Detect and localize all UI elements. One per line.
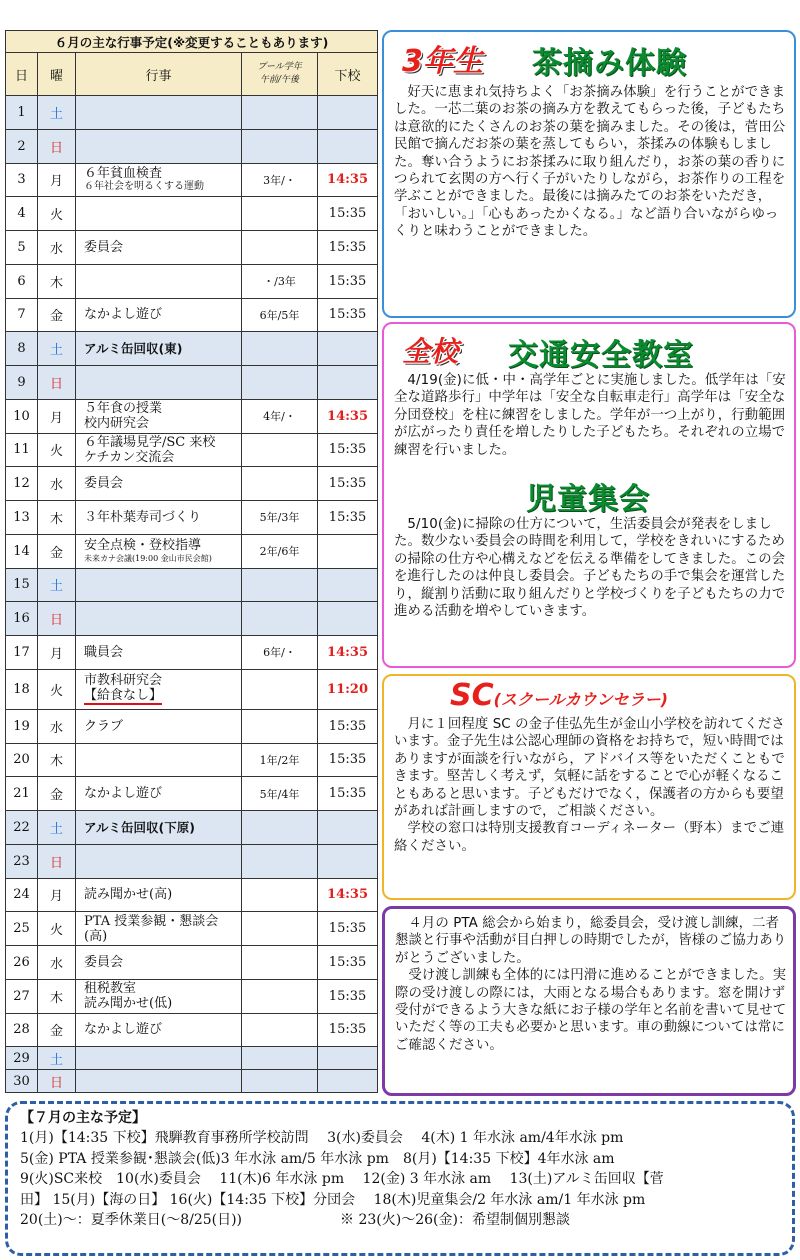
dismissal-cell: 15:35 [318, 777, 378, 811]
day-cell: 13 [6, 501, 38, 535]
dismissal-cell: 11:20 [318, 669, 378, 709]
schedule-row [6, 602, 378, 636]
event-text: ６年議場見学/SC 来校 [84, 434, 216, 450]
schedule-row [6, 197, 378, 231]
dismissal-cell [318, 1047, 378, 1070]
day-cell: 6 [6, 264, 38, 298]
day-cell: 24 [6, 878, 38, 912]
weekday-cell: 木 [38, 743, 76, 777]
dismissal-cell [318, 129, 378, 163]
weekday-cell: 土 [38, 568, 76, 602]
dismissal-cell [318, 844, 378, 878]
weekday-cell: 木 [38, 501, 76, 535]
weekday-cell: 金 [38, 777, 76, 811]
pool-cell [242, 467, 318, 501]
event-cell [76, 743, 242, 777]
event-text: ５年食の授業 [84, 401, 163, 417]
event-cell [76, 231, 242, 265]
article-body: 好天に恵まれ気持ちよく「お茶摘み体験」を行うことができました。一芯二葉のお茶の摘み方を教えてもらった後，子どもたちは意欲的にたくさんのお茶の葉を摘みました。その後は，菅田公民館で摘んだお茶の葉を蒸してもらい，茶揉みの体験もしました。奪い合うようにお茶揉みに取り組んだり，お茶の葉の香りにつられて玄関の方へ行く子がいたりしながら，お茶作りの工程を学ぶことができました。最後には摘みたてのお茶をいただき，「おいしい。」「心もあったかくなる。」など語り合いながらゆっくりと味わうことができました。 [394, 85, 786, 240]
weekday-cell: 日 [38, 844, 76, 878]
schedule-row [6, 811, 378, 845]
event-text: なかよし遊び [84, 307, 163, 323]
weekday-cell: 木 [38, 979, 76, 1013]
event-subtext: ６年社会を明るくする運動 [84, 181, 204, 193]
day-cell: 11 [6, 433, 38, 467]
event-cell [76, 602, 242, 636]
tea-picking-article [382, 30, 796, 318]
dismissal-cell: 15:35 [318, 197, 378, 231]
schedule-row [6, 501, 378, 535]
dismissal-cell: 15:35 [318, 912, 378, 946]
event-cell [76, 366, 242, 400]
weekday-cell: 水 [38, 946, 76, 980]
schedule-row [6, 129, 378, 163]
event-subtext: ケチカン交流会 [84, 449, 175, 465]
dismissal-cell [318, 96, 378, 130]
dismissal-cell [318, 366, 378, 400]
weekday-cell: 日 [38, 366, 76, 400]
dismissal-cell: 15:35 [318, 467, 378, 501]
event-text: 職員会 [84, 644, 124, 660]
header-day: 日 [6, 53, 38, 96]
day-cell: 26 [6, 946, 38, 980]
weekday-cell: 月 [38, 399, 76, 433]
pool-cell: 6年/・ [242, 636, 318, 670]
article-body: 月に１回程度 SC の金子佳弘先生が金山小学校を訪れてくださいます。金子先生は公認心理師の資格をお持ちで，短い時間ではありますが面談を行いながら，アドバイス等をいただくこともできます。堅苦しく考えず，気軽に話をすることで心が軽くなることもあると思います。子どもだけでなく，保護者の方からも要望があれば計画しますので，ご相談ください。 [394, 717, 785, 820]
event-cell [76, 777, 242, 811]
sc-title-main: SC [450, 678, 494, 713]
day-cell: 12 [6, 467, 38, 501]
weekday-cell: 土 [38, 96, 76, 130]
pool-cell [242, 811, 318, 845]
article-title: 交通安全教室 [508, 338, 694, 373]
article-body: ４月の PTA 総会から始まり，総委員会，受け渡し訓練，二者懇談と行事や活動が目白押しの時期でしたが，皆様のご協力ありがとうございました。 [395, 916, 787, 966]
dismissal-cell: 15:35 [318, 979, 378, 1013]
event-cell [76, 467, 242, 501]
event-cell [76, 979, 242, 1013]
header-pool: プール学年 午前/午後 [242, 53, 318, 96]
article-title [450, 678, 668, 713]
event-text: PTA 授業参観・懇談会(高) [84, 913, 219, 944]
event-text: 安全点検・登校指導 [84, 538, 202, 554]
article-body-2: 受け渡し訓練も全体的には円滑に進めることができました。実際の受け渡しの際には，大雨となる場合もあります。窓を開けず受付ができるよう大きな紙にお子様の学年と名前を書いて見せていただく等の工夫も必要かと思います。車の動線については常にご確認ください。 [395, 968, 787, 1053]
sc-title-sub: (スクールカウンセラー) [493, 690, 668, 709]
pool-cell: 3年/・ [242, 163, 318, 197]
event-text: アルミ缶回収(東) [84, 341, 183, 357]
dismissal-cell: 15:35 [318, 1013, 378, 1047]
schedule-row [6, 636, 378, 670]
event-cell [76, 811, 242, 845]
pool-cell: 5年/4年 [242, 777, 318, 811]
event-cell [76, 946, 242, 980]
schedule-row [6, 298, 378, 332]
dismissal-cell: 15:35 [318, 298, 378, 332]
event-cell [76, 534, 242, 568]
dismissal-cell [318, 811, 378, 845]
pool-cell [242, 366, 318, 400]
event-cell [76, 669, 242, 709]
event-subtext: 読み聞かせ(低) [84, 996, 173, 1012]
schedule-row [6, 912, 378, 946]
header-event: 行事 [76, 53, 242, 96]
day-cell: 8 [6, 332, 38, 366]
day-cell: 5 [6, 231, 38, 265]
weekday-cell: 月 [38, 636, 76, 670]
day-cell: 21 [6, 777, 38, 811]
schedule-row [6, 163, 378, 197]
grade-tag: 3年生 [402, 44, 483, 79]
event-cell [76, 501, 242, 535]
event-cell [76, 844, 242, 878]
pool-cell [242, 332, 318, 366]
july-title: 【７月の主な予定】 [20, 1110, 146, 1126]
day-cell: 29 [6, 1047, 38, 1070]
schedule-row [6, 743, 378, 777]
pool-cell [242, 946, 318, 980]
weekday-cell: 金 [38, 1013, 76, 1047]
dismissal-cell: 15:35 [318, 743, 378, 777]
event-text: 租税教室 [84, 981, 137, 997]
event-cell [76, 1013, 242, 1047]
dismissal-cell [318, 332, 378, 366]
event-cell [76, 298, 242, 332]
weekday-cell: 日 [38, 602, 76, 636]
pool-cell [242, 433, 318, 467]
july-plan-box [5, 1101, 795, 1256]
day-cell: 14 [6, 534, 38, 568]
day-cell: 17 [6, 636, 38, 670]
weekday-cell: 月 [38, 878, 76, 912]
weekday-cell: 木 [38, 264, 76, 298]
dismissal-cell: 14:35 [318, 399, 378, 433]
pool-cell [242, 709, 318, 743]
event-cell [76, 1070, 242, 1093]
schedule-row [6, 1013, 378, 1047]
schedule-row [6, 946, 378, 980]
event-text: アルミ缶回収(下原) [84, 819, 195, 835]
event-cell [76, 96, 242, 130]
event-cell [76, 129, 242, 163]
day-cell: 19 [6, 709, 38, 743]
dismissal-cell: 15:35 [318, 709, 378, 743]
event-cell [76, 197, 242, 231]
assembly-title: 児童集会 [526, 482, 650, 517]
event-cell [76, 433, 242, 467]
pool-cell [242, 1013, 318, 1047]
schedule-row [6, 1047, 378, 1070]
weekday-cell: 土 [38, 811, 76, 845]
july-line: 5(金) PTA 授業参観･懇談会(低)3 年水泳 am/5 年水泳 pm 8(月)【14:35 下校】4年水泳 am [20, 1150, 615, 1167]
event-text: 委員会 [84, 476, 124, 492]
event-subtext: 校内研究会 [84, 416, 150, 432]
schedule-row [6, 844, 378, 878]
day-cell: 30 [6, 1070, 38, 1093]
assembly-body: 5/10(金)に掃除の仕方について，生活委員会が発表をしました。数少ない委員会の時間を利用して，学校をきれいにするための掃除の仕方や心構えなどを伝える準備をしてきました。この会を進行したのは仲良し委員会。子どもたちの手で集会を運営したり，縦割り活動に取り組んだりと学校づくりを子どもたちの力で進める活動を増やしていきます。 [394, 517, 786, 620]
pool-cell [242, 1070, 318, 1093]
weekday-cell: 水 [38, 231, 76, 265]
dismissal-cell: 14:35 [318, 878, 378, 912]
day-cell: 25 [6, 912, 38, 946]
day-cell: 20 [6, 743, 38, 777]
july-line: 1(月)【14:35 下校】飛騨教育事務所学校訪問 3(水)委員会 4(木) 1 年水泳 am/4年水泳 pm [20, 1130, 624, 1146]
dismissal-cell: 14:35 [318, 636, 378, 670]
day-cell: 3 [6, 163, 38, 197]
event-subtext: 未来カナ会議(19:00 金山市民会館) [84, 554, 212, 564]
pool-cell [242, 96, 318, 130]
event-cell [76, 399, 242, 433]
pool-cell: 6年/5年 [242, 298, 318, 332]
pool-cell [242, 669, 318, 709]
schedule-row [6, 669, 378, 709]
dismissal-cell: 15:35 [318, 264, 378, 298]
schedule-row [6, 399, 378, 433]
schedule-row [6, 366, 378, 400]
article-body-contact: 学校の窓口は特別支援教育コーディネーター（野本）までご連絡ください。 [394, 821, 785, 854]
schedule-row [6, 878, 378, 912]
dismissal-cell [318, 568, 378, 602]
traffic-safety-article [382, 322, 796, 668]
dismissal-cell [318, 602, 378, 636]
weekday-cell: 火 [38, 669, 76, 709]
event-cell [76, 163, 242, 197]
july-line: 9(火)SC来校 10(水)委員会 11(木)6 年水泳 pm 12(金) 3 年水泳 am 13(土)アルミ缶回収【菅 [20, 1171, 664, 1188]
schedule-row [6, 568, 378, 602]
dismissal-cell: 15:35 [318, 946, 378, 980]
article-title: 茶摘み体験 [532, 46, 687, 81]
day-cell: 7 [6, 298, 38, 332]
weekday-cell: 水 [38, 709, 76, 743]
july-line: 20(土)～：夏季休業日(～8/25(日)) ※ 23(火)～26(金)：希望制個別懇談 [20, 1212, 570, 1229]
weekday-cell: 金 [38, 298, 76, 332]
pool-cell: 1年/2年 [242, 743, 318, 777]
day-cell: 2 [6, 129, 38, 163]
pool-cell: 4年/・ [242, 399, 318, 433]
weekday-cell: 月 [38, 163, 76, 197]
schedule-row [6, 979, 378, 1013]
weekday-cell: 日 [38, 1070, 76, 1093]
event-text: ６年貧血検査 [84, 166, 163, 182]
weekday-cell: 火 [38, 912, 76, 946]
dismissal-cell [318, 534, 378, 568]
header-dow: 曜 [38, 53, 76, 96]
school-tag: 全校 [402, 335, 459, 368]
pta-thanks-article [382, 906, 796, 1096]
event-cell [76, 1047, 242, 1070]
day-cell: 27 [6, 979, 38, 1013]
weekday-cell: 火 [38, 197, 76, 231]
day-cell: 15 [6, 568, 38, 602]
schedule-row [6, 1070, 378, 1093]
event-cell [76, 568, 242, 602]
day-cell: 4 [6, 197, 38, 231]
event-subtext: 【給食なし】 [84, 688, 163, 704]
pool-cell [242, 568, 318, 602]
pool-cell [242, 878, 318, 912]
event-text: クラブ [84, 718, 124, 734]
weekday-cell: 日 [38, 129, 76, 163]
dismissal-cell: 15:35 [318, 231, 378, 265]
schedule-row [6, 534, 378, 568]
event-cell [76, 912, 242, 946]
pool-cell [242, 844, 318, 878]
pool-cell: ・/3年 [242, 264, 318, 298]
dismissal-cell: 14:35 [318, 163, 378, 197]
event-text: 読み聞かせ(高) [84, 887, 173, 903]
day-cell: 28 [6, 1013, 38, 1047]
day-cell: 10 [6, 399, 38, 433]
schedule-row [6, 264, 378, 298]
pool-cell: 2年/6年 [242, 534, 318, 568]
pool-cell [242, 602, 318, 636]
pool-cell [242, 1047, 318, 1070]
event-cell [76, 264, 242, 298]
july-line: 田】 15(月)【海の日】 16(火)【14:35 下校】分団会 18(木)児童集会/2 年水泳 am/1 年水泳 pm [20, 1191, 646, 1208]
event-text: 委員会 [84, 239, 124, 255]
dismissal-cell: 15:35 [318, 501, 378, 535]
day-cell: 22 [6, 811, 38, 845]
event-cell [76, 878, 242, 912]
schedule-row [6, 709, 378, 743]
day-cell: 1 [6, 96, 38, 130]
header-dismissal: 下校 [318, 53, 378, 96]
day-cell: 9 [6, 366, 38, 400]
day-cell: 23 [6, 844, 38, 878]
pool-cell: 5年/3年 [242, 501, 318, 535]
pool-cell [242, 231, 318, 265]
day-cell: 18 [6, 669, 38, 709]
pool-cell [242, 129, 318, 163]
school-counselor-article [382, 674, 796, 900]
weekday-cell: 水 [38, 467, 76, 501]
schedule-row [6, 777, 378, 811]
pool-cell [242, 197, 318, 231]
schedule-row [6, 433, 378, 467]
event-cell [76, 709, 242, 743]
dismissal-cell: 15:35 [318, 433, 378, 467]
schedule-body [6, 96, 378, 1093]
schedule-row [6, 231, 378, 265]
schedule-row [6, 332, 378, 366]
article-body: 4/19(金)に低・中・高学年ごとに実施しました。低学年は「安全な道路歩行」中学年は「安全な自転車走行」高学年は「安全な分団登校」を柱に練習をしました。学年が一つ上がり，行動範囲が広がったり責任を増したりした子どもたち。それぞれの立場で練習を行いました。 [394, 373, 786, 458]
pool-cell [242, 979, 318, 1013]
weekday-cell: 土 [38, 1047, 76, 1070]
june-schedule-table [5, 30, 378, 1093]
event-text: ３年朴葉寿司づくり [84, 509, 202, 525]
schedule-row [6, 467, 378, 501]
weekday-cell: 火 [38, 433, 76, 467]
event-cell [76, 332, 242, 366]
day-cell: 16 [6, 602, 38, 636]
schedule-caption: ６月の主な行事予定(※変更することもあります) [6, 31, 378, 53]
weekday-cell: 金 [38, 534, 76, 568]
event-text: なかよし遊び [84, 1022, 163, 1038]
weekday-cell: 土 [38, 332, 76, 366]
event-text: なかよし遊び [84, 786, 163, 802]
event-cell [76, 636, 242, 670]
event-text: 市教科研究会 [84, 673, 163, 689]
dismissal-cell [318, 1070, 378, 1093]
pool-cell [242, 912, 318, 946]
event-text: 委員会 [84, 954, 124, 970]
schedule-row [6, 96, 378, 130]
